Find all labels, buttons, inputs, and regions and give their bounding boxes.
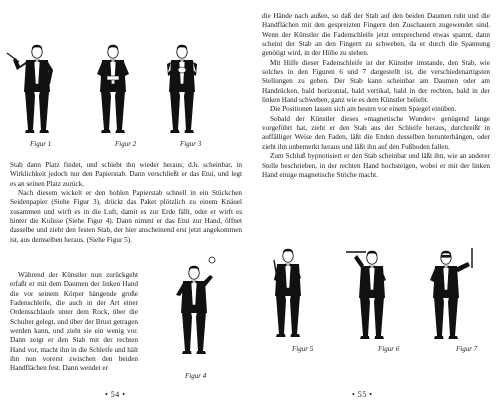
figure-4 — [156, 255, 234, 364]
figure-5-caption: Figur 5 — [292, 345, 314, 353]
figure-3 — [152, 40, 210, 141]
magician-illustration-5 — [252, 238, 328, 344]
page-number: • 54 • — [105, 390, 126, 399]
figure-2-caption: Figur 2 — [115, 140, 137, 148]
magician-illustration-2 — [83, 40, 141, 136]
figure-6 — [332, 238, 408, 349]
paragraph: Sobald der Künstler dieses »magnetische Wunder« genügend lange vorgeführt hat, zieht er den Stab aus der Schleife heraus, durchreißt in auffälliger Weise den Faden, läßt die Enden desselben herunterhängen, oder zieht ihn unbemerkt heraus und läßt ihn auf den Fußboden fallen. — [262, 114, 490, 151]
figure-2 — [83, 40, 141, 141]
right-page — [250, 0, 500, 404]
figure-3-caption: Figur 3 — [180, 140, 202, 148]
paragraph: Die Positionen lassen sich am besten vor einem Spiegel einüben. — [270, 105, 457, 114]
paragraph: Während der Künstler nun zurückgeht erfaßt er mit dem Daumen der linken Hand die vor seinem Körper hängende große Fadenschleife, die auch in der Art einer Ordensschlaufe unter dem Rock, über die Schulter gelegt, und über der Brust getragen werden kann, und zieht sie ein wenig vor. Dann zeigt er den Stab mit der rechten Hand vor, macht ihn in die Schleife und hält ihn nun vorerst zwischen den beiden Handflächen fest. Dann wendet er — [10, 271, 138, 373]
left-text-top — [10, 161, 242, 245]
magician-illustration-1 — [3, 40, 61, 136]
paragraph: die Hände nach außen, so daß der Stab auf den beiden Daumen ruht und die Handflächen mit den gespreizten Fingern den Zuschauern zugewendet sind. Wenn der Künstler die Fadenschleife jetzt entsprechend etwas spannt, dann scheint der Stab an den Fingern zu schweben, da er durch die Spannung genötigt wird, in der Höhe zu stehen. — [262, 12, 490, 58]
paragraph: Stab dann Platz findet, und schiebt ihn wieder heraus; d.h. scheinbar, in Wirklichkeit jedoch nur den Papierstab. Dann verschließt er das Etui, und legt es an seinen Platz zurück. — [10, 161, 242, 188]
paragraph: Zum Schluß hypnotisiert er den Stab scheinbar und läßt ihn, wie an anderer Stelle beschrieben, in der rechten Hand hochsteigen, wobei er mit der linken Hand einige magnetische Striche macht. — [262, 152, 490, 179]
magician-illustration-7 — [412, 238, 490, 344]
figure-6-caption: Figur 6 — [378, 345, 400, 353]
magician-illustration-3 — [152, 40, 210, 136]
figure-5 — [252, 238, 328, 349]
left-text-bottom — [10, 271, 138, 374]
figure-7 — [412, 238, 490, 349]
figure-4-caption: Figur 4 — [185, 372, 207, 380]
paragraph: Mit Hilfe dieser Fadenschleife ist der Künstler imstande, den Stab, wie solches in den Figuren 6 und 7 dargestellt ist, die verschiedenartigsten Stellungen zu geben. Der Stab kann scheinbar am Daumen oder am Handrücken, bald horizontal, bald vertikal, bald in der rechten, bald in der linken Hand schweben, ganz wie es dem Künstler beliebt. — [262, 58, 490, 105]
figure-7-caption: Figur 7 — [456, 345, 478, 353]
magician-illustration-6 — [332, 238, 408, 344]
page-number: • 55 • — [352, 390, 373, 399]
paragraph: Nach diesem wickelt er den hohlen Papierstab schnell in ein Stückchen Seidenpapier (Siehe Figur 3), drückt das Paket plötzlich zu einem Knäuel zusammen und wirft es in die Luft, damit es zur Erde fällt, oder er wirft es hinter die Kulisse (Siehe Figur 4). Dann nimmt er das Etui zur Hand, öffnet dasselbe und zieht den festen Stab, der hier anscheinend erst jetzt angekommen ist, aus demselben heraus. (Siehe Figur 5). — [10, 189, 242, 244]
figure-1-caption: Figur 1 — [30, 140, 52, 148]
figure-1 — [3, 40, 61, 141]
right-text — [262, 12, 490, 180]
magician-illustration-4 — [156, 255, 234, 359]
